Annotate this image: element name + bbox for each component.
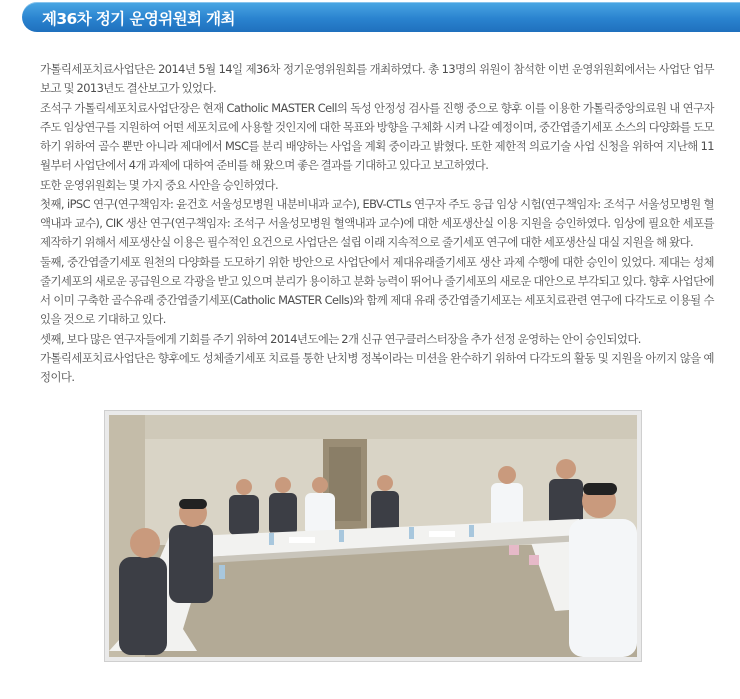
paragraph-director-report: 조석구 가톨릭세포치료사업단장은 현재 Catholic MASTER Cell의 독성 안정성 검사를 진행 중으로 향후 이를 이용한 가톨릭중앙의료원 내 연구자 주도 임상연구를 지원하여 어떤 세포치료에 사용할 것인지에 대한 목표와 방향을 구체화 시켜 나갈 예정이며, 중간엽줄기세포 소스의 다양화를 도모하기 위하여 골수 뿐만 아니라 제대에서 MSC를 분리 배양하는 사업을 계획 중이라고 밝혔다. 또한 제한적 의료기술 사업 신청을 위하여 지난해 11월부터 사업단에서 4개 과제에 대하여 준비를 해 왔으며 좋은 결과를 기대하고 있다고 보고하였다.: [40, 100, 714, 173]
meeting-photo-illustration: [109, 415, 637, 657]
paragraph-approvals-intro: 또한 운영위원회는 몇 가지 중요 사안을 승인하였다.: [40, 177, 279, 192]
photo-wall-shade: [109, 415, 637, 439]
paragraph-first-approval: 첫째, iPSC 연구(연구책임자: 윤건호 서울성모병원 내분비내과 교수), EBV-CTLs 연구자 주도 응급 임상 시험(연구책임자: 조석구 서울성모병원 혈액내과 교수), CIK 생산 연구(연구책임자: 조석구 서울성모병원 혈액내과 교수)에 대한 세포생산실 이용 지원을 승인하였다. 임상에 필요한 세포를 제작하기 위해서 세포생산실 이용은 필수적인 요건으로 사업단은 설립 이래 지속적으로 줄기세포 연구에 대한 세포생산실 대실 지원을 해 왔다.: [40, 196, 714, 250]
paragraph-closing: 가톨릭세포치료사업단은 향후에도 성체줄기세포 치료를 통한 난치병 정복이라는 미션을 완수하기 위하여 다각도의 활동 및 지원을 아끼지 않을 예정이다.: [40, 350, 714, 384]
page-header-bar: [22, 2, 740, 32]
article-body: [40, 60, 714, 387]
paragraph-intro: 가톨릭세포치료사업단은 2014년 5월 14일 제36차 정기운영위원회를 개최하였다. 총 13명의 위원이 참석한 이번 운영위원회에서는 사업단 업무 보고 및 2013년도 결산보고가 있었다.: [40, 62, 714, 96]
paragraph-third-approval: 셋째, 보다 많은 연구자들에게 기회를 주기 위하여 2014년도에는 2개 신규 연구클러스터장을 추가 선정 운영하는 안이 승인되었다.: [40, 331, 641, 346]
paragraph-second-approval: 둘째, 중간엽줄기세포 원천의 다양화를 도모하기 위한 방안으로 사업단에서 제대유래줄기세포 생산 과제 수행에 대한 승인이 있었다. 제대는 성체줄기세포의 새로운 공급원으로 각광을 받고 있으며 분리가 용이하고 분화 능력이 뛰어나 줄기세포의 새로운 대안으로 부각되고 있다. 향후 사업단에서 이미 구축한 골수유래 중간엽줄기세포(Catholic MASTER Cells)와 함께 제대 유래 중간엽줄기세포는 세포치료관련 연구에 다각도로 이용될 수 있을 것으로 기대하고 있다.: [40, 254, 714, 327]
page-title: 제36차 정기 운영위원회 개최: [42, 10, 235, 28]
meeting-photo: [104, 410, 642, 662]
